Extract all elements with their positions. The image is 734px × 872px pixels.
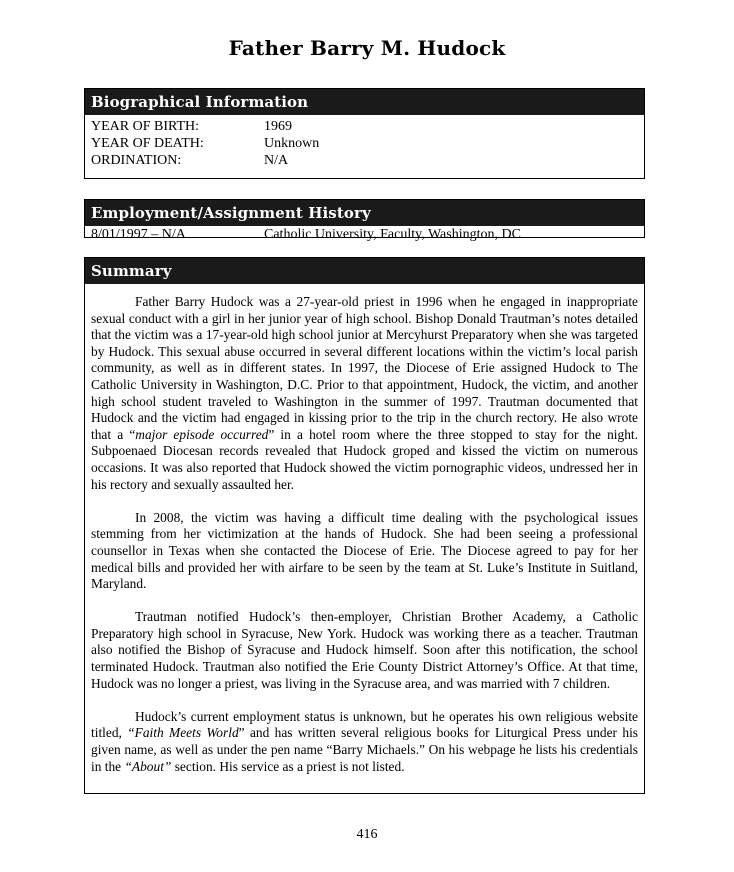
page-number: 416 xyxy=(356,827,378,842)
summary-p4-about-section: “About” xyxy=(124,758,172,774)
summary-p4-text-b: ” and has written several religious books for Liturgical Press under his given name, as well as under the pen name “Barry Michaels.” On his webpage he lists his credentials in the xyxy=(91,725,638,774)
summary-paragraph-1 xyxy=(91,294,638,493)
ordination-label: ORDINATION: xyxy=(91,153,182,168)
biographical-header: Biographical Information xyxy=(85,89,644,115)
employment-row xyxy=(85,226,644,243)
summary-p4-text-c: section. His service as a priest is not listed. xyxy=(171,758,405,774)
summary-header: Summary xyxy=(85,258,644,284)
ordination-value: N/A xyxy=(264,153,289,168)
summary-paragraph-2: In 2008, the victim was having a difficult time dealing with the psychological issues stemming from her victimization at the hands of Hudock. She had been seeing a professional counsellor in Texas when she contacted the Diocese of Erie. The Diocese agreed to pay for her medical bills and provided her with airfare to be seen by the team at St. Luke’s Institute in Suitland, Maryland. xyxy=(91,509,638,592)
death-row xyxy=(85,135,644,152)
page-title: Father Barry M. Hudock xyxy=(228,36,506,60)
employment-assignment: Catholic University, Faculty, Washington, DC xyxy=(264,227,521,242)
employment-header: Employment/Assignment History xyxy=(85,200,644,226)
birth-value: 1969 xyxy=(264,119,292,134)
summary-p1-text-b: ” in a hotel room where the three stopped to stay for the night. Subpoenaed Diocesan records revealed that Hudock groped and kissed the victim on numerous occasions. It was also reported that Hudock showed the victim pornographic videos, undressed her in his rectory and sexually assaulted her. xyxy=(91,426,638,492)
employment-dates: 8/01/1997 – N/A xyxy=(91,227,186,242)
death-label: YEAR OF DEATH: xyxy=(91,136,204,151)
summary-section xyxy=(84,257,645,794)
birth-row xyxy=(85,118,644,135)
ordination-row xyxy=(85,152,644,169)
employment-section xyxy=(84,199,645,242)
summary-p4-text-a: Hudock’s current employment status is unknown, but he operates his own religious website titled, xyxy=(91,708,638,741)
summary-paragraph-3: Trautman notified Hudock’s then-employer, Christian Brother Academy, a Catholic Preparatory high school in Syracuse, New York. Hudock was working there as a teacher. Trautman also notified the Bishop of Syracuse and Hudock himself. Soon after this notification, the school terminated Hudock. Trautman also notified the Erie County District Attorney’s Office. At that time, Hudock was no longer a priest, was living in the Syracuse area, and was married with 7 children. xyxy=(91,609,638,691)
biographical-section xyxy=(84,88,645,179)
summary-paragraph-4 xyxy=(91,709,638,775)
summary-body xyxy=(85,284,644,775)
biographical-list xyxy=(85,115,644,169)
summary-p1-emphasis: major episode occurred xyxy=(135,426,269,442)
death-value: Unknown xyxy=(264,136,320,151)
birth-label: YEAR OF BIRTH: xyxy=(91,119,200,134)
summary-p4-website-title: “Faith Meets World xyxy=(127,725,239,741)
summary-p1-text-a: Father Barry Hudock was a 27-year-old priest in 1996 when he engaged in inappropriate sexual conduct with a girl in her junior year of high school. Bishop Donald Trautman’s notes detailed that the victim was a 17-year-old high school junior at Mercyhurst Preparatory when she was targeted by Hudock. This sexual abuse occurred in several different locations within the victim’s local parish community, as well as in different states. In 1997, the Diocese of Erie assigned Hudock to The Catholic University in Washington, D.C. Prior to that appointment, Hudock, the victim, and another high school student traveled to Washington in the summer of 1997. Trautman documented that Hudock and the victim had engaged in kissing prior to the trip in the church rectory. He also wrote that a “ xyxy=(91,294,638,442)
